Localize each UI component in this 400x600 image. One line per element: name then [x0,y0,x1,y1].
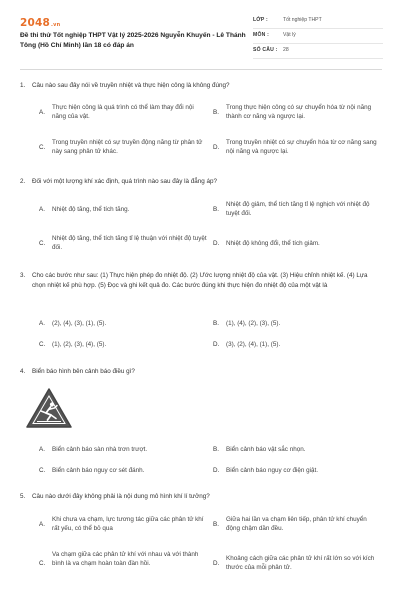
option-letter: D. [213,144,220,151]
question-2 [20,177,382,187]
question-number: 5. [20,493,26,500]
site-logo[interactable] [20,17,60,29]
meta-value: Vật lý [283,32,296,38]
exam-title: Đề thi thử Tốt nghiệp THPT Vật lý 2025-2026 Nguyễn Khuyến - Lê Thánh Tông (Hồ Chí Minh) lần 18 có đáp án [20,32,246,49]
option-letter: B. [213,446,219,453]
option-text: Nhiệt độ tăng, thể tích tăng. [52,206,130,213]
option-text: (1), (2), (3), (4), (5). [52,341,107,348]
option-text: Khoảng cách giữa các phân tử khí rất lớn so với kích thước của mỗi phân tử. [226,555,375,572]
option-letter: C. [39,560,46,567]
question-1 [20,81,382,91]
option-text: Trong thực hiện công có sự chuyển hóa từ nội năng thành cơ năng và ngược lại. [226,104,372,121]
option-letter: A. [39,521,45,528]
option-letter: C. [39,341,46,348]
option-letter: C. [39,467,46,474]
option-letter: D. [213,240,220,247]
option-text: Trong truyền nhiệt có sự chuyển hóa từ cơ năng sang nội năng và ngược lại. [226,139,377,156]
option-letter: D. [213,341,220,348]
option-text: Va chạm giữa các phân tử khí với nhau và với thành bình là va chạm hoàn toàn đàn hồi. [52,551,199,568]
option-text: Giữa hai lần va chạm liên tiếp, phân tử khí chuyển động chậm dần đều. [226,516,367,533]
question-text: Câu nào sau đây nói về truyền nhiệt và thực hiện công là không đúng? [32,82,230,89]
question-3 [20,271,382,290]
option-text: Biển cảnh báo nguy cơ sét đánh. [52,467,145,474]
option-text: Nhiệt độ tăng, thể tích tăng tỉ lệ thuận với nhiệt độ tuyệt đối. [52,235,207,252]
option-text: (2), (4), (3), (1), (5). [52,320,107,327]
option-text: (1), (4), (2), (3), (5). [226,320,281,327]
option-letter: A. [39,206,45,213]
question-stem [20,81,382,91]
exam-meta [253,14,383,59]
header-divider [20,69,382,70]
question-number: 2. [20,178,26,185]
meta-value: 28 [283,47,289,53]
meta-label: MÔN : [253,32,269,38]
meta-label: SỐ CÂU : [253,47,278,53]
option-letter: C. [39,144,46,151]
option-letter: A. [39,320,45,327]
option-text: Biển cảnh báo sàn nhà trơn trượt. [52,446,148,453]
slippery-floor-warning-sign-icon [25,387,73,429]
option-text: Biển cảnh báo vật sắc nhọn. [226,446,306,453]
question-stem [20,367,382,377]
question-text: Cho các bước như sau: (1) Thực hiện phép đo nhiệt độ. (2) Ước lượng nhiệt độ của vật. (3) Hiệu chỉnh nhiệt kế. (4) Lựa chọn nhiệt kế phù hợp. (5) Đọc và ghi kết quả đo. Các bước đúng khi thực hiện đo nhiệt độ của một vật là [32,272,368,289]
option-letter: B. [213,206,219,213]
question-number: 3. [20,272,26,279]
option-letter: A. [39,109,45,116]
question-text: Câu nào dưới đây không phải là nội dung mô hình khí lí tưởng? [32,493,210,500]
question-number: 4. [20,368,26,375]
option-text: Thực hiện công là quá trình có thể làm thay đổi nội năng của vật. [52,104,194,121]
option-text: Biển cảnh báo nguy cơ điện giật. [226,467,318,474]
option-text: Nhiệt độ không đổi, thể tích giảm. [226,240,320,247]
logo-suffix: .vn [51,22,61,28]
meta-row-count [253,44,383,59]
option-letter: C. [39,240,46,247]
option-text: (3), (2), (4), (1), (5). [226,341,281,348]
logo-main: 2048 [20,17,51,29]
question-stem [20,492,382,502]
option-letter: D. [213,467,220,474]
question-number: 1. [20,82,26,89]
option-text: Khi chưa va chạm, lực tương tác giữa các phân tử khí rất yếu, có thể bỏ qua [52,516,204,533]
meta-label: LỚP : [253,17,268,23]
page-header [0,0,400,66]
meta-value: Tốt nghiệp THPT [283,17,322,23]
question-text: Đối với một lượng khí xác định, quá trình nào sau đây là đẳng áp? [32,178,218,185]
question-stem [20,271,382,290]
option-letter: A. [39,446,45,453]
question-stem [20,177,382,187]
question-text: Biển báo hình bên cảnh báo điều gì? [32,368,135,375]
option-letter: B. [213,521,219,528]
option-letter: B. [213,109,219,116]
option-text: Nhiệt độ giảm, thể tích tăng tỉ lệ nghịch với nhiệt độ tuyệt đối. [226,201,370,218]
meta-row-class [253,14,383,29]
question-5 [20,492,382,502]
option-letter: D. [213,560,220,567]
question-4 [20,367,382,377]
meta-row-subject [253,29,383,44]
option-letter: B. [213,320,219,327]
option-text: Trong truyền nhiệt có sự truyền động năng từ phân tử này sang phân tử khác. [52,139,203,156]
